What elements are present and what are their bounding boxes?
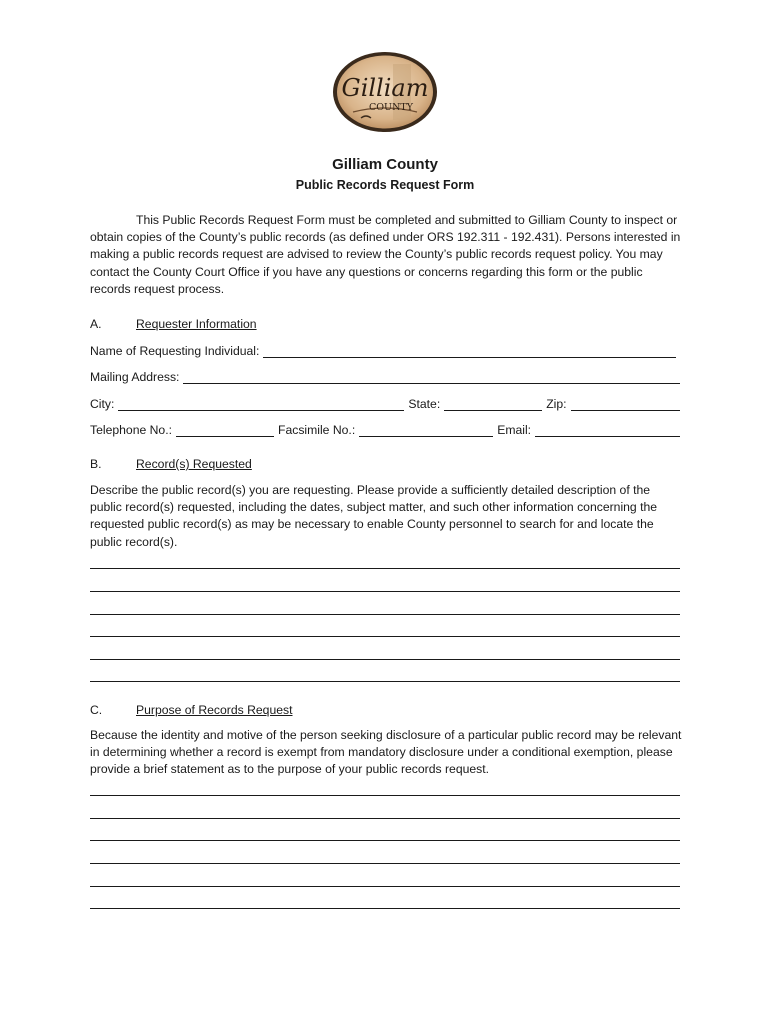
section-c-description: Because the identity and motive of the person seeking disclosure of a particular public record may be relevant in determining whether a record is exempt from mandatory disclosure under a conditional exemption, please provide a brief statement as to the purpose of your public records request. — [90, 728, 682, 777]
requester-name-row — [90, 340, 676, 358]
records-requested-line[interactable] — [90, 614, 680, 615]
purpose-line[interactable] — [90, 818, 680, 819]
email-field[interactable] — [535, 423, 680, 437]
email-label: Email: — [497, 423, 532, 437]
section-b-heading: Record(s) Requested — [136, 457, 252, 471]
facsimile-label: Facsimile No.: — [278, 423, 356, 437]
requester-name-label: Name of Requesting Individual: — [90, 344, 260, 358]
zip-field[interactable] — [571, 397, 680, 411]
purpose-line[interactable] — [90, 863, 680, 864]
records-requested-line[interactable] — [90, 591, 680, 592]
purpose-line[interactable] — [90, 795, 680, 796]
purpose-line[interactable] — [90, 908, 680, 909]
section-b-letter: B. — [90, 457, 102, 471]
records-requested-line[interactable] — [90, 659, 680, 660]
intro-paragraph: This Public Records Request Form must be completed and submitted to Gilliam County to inspect or obtain copies of the County’s public records (as defined under ORS 192.311 - 192.431). Persons interested in making a public records request are advised to review the County’s public records request policy. You may contact the County Court Office if you have any questions or concerns regarding this form or the public records request process. — [90, 213, 681, 296]
zip-label: Zip: — [546, 397, 567, 411]
telephone-label: Telephone No.: — [90, 423, 172, 437]
contact-row — [90, 419, 680, 437]
purpose-line[interactable] — [90, 840, 680, 841]
requester-name-field[interactable] — [263, 344, 676, 358]
mailing-address-field[interactable] — [183, 370, 680, 384]
svg-text:COUNTY: COUNTY — [369, 102, 413, 113]
state-label: State: — [408, 397, 441, 411]
facsimile-field[interactable] — [359, 423, 493, 437]
page-title: Gilliam County — [332, 156, 438, 173]
mailing-address-row — [90, 366, 680, 384]
section-c-letter: C. — [90, 703, 103, 717]
records-requested-line[interactable] — [90, 568, 680, 569]
telephone-field[interactable] — [176, 423, 274, 437]
city-label: City: — [90, 397, 115, 411]
city-state-zip-row — [90, 393, 680, 411]
section-a-heading: Requester Information — [136, 317, 257, 331]
records-requested-line[interactable] — [90, 681, 680, 682]
mailing-address-label: Mailing Address: — [90, 370, 180, 384]
city-field[interactable] — [118, 397, 404, 411]
purpose-line[interactable] — [90, 886, 680, 887]
page-subtitle: Public Records Request Form — [295, 178, 475, 192]
section-c-heading: Purpose of Records Request — [136, 703, 293, 717]
section-b-description: Describe the public record(s) you are requesting. Please provide a sufficiently detailed description of the public record(s) requested, including the dates, subject matter, and such other information concerning the requested public record(s) as may be necessary to enable County personnel to search for and locate the public record(s). — [90, 483, 658, 549]
state-field[interactable] — [444, 397, 542, 411]
gilliam-county-logo — [331, 50, 439, 134]
records-requested-line[interactable] — [90, 636, 680, 637]
svg-text:Gilliam: Gilliam — [341, 74, 429, 102]
section-a-letter: A. — [90, 317, 102, 331]
